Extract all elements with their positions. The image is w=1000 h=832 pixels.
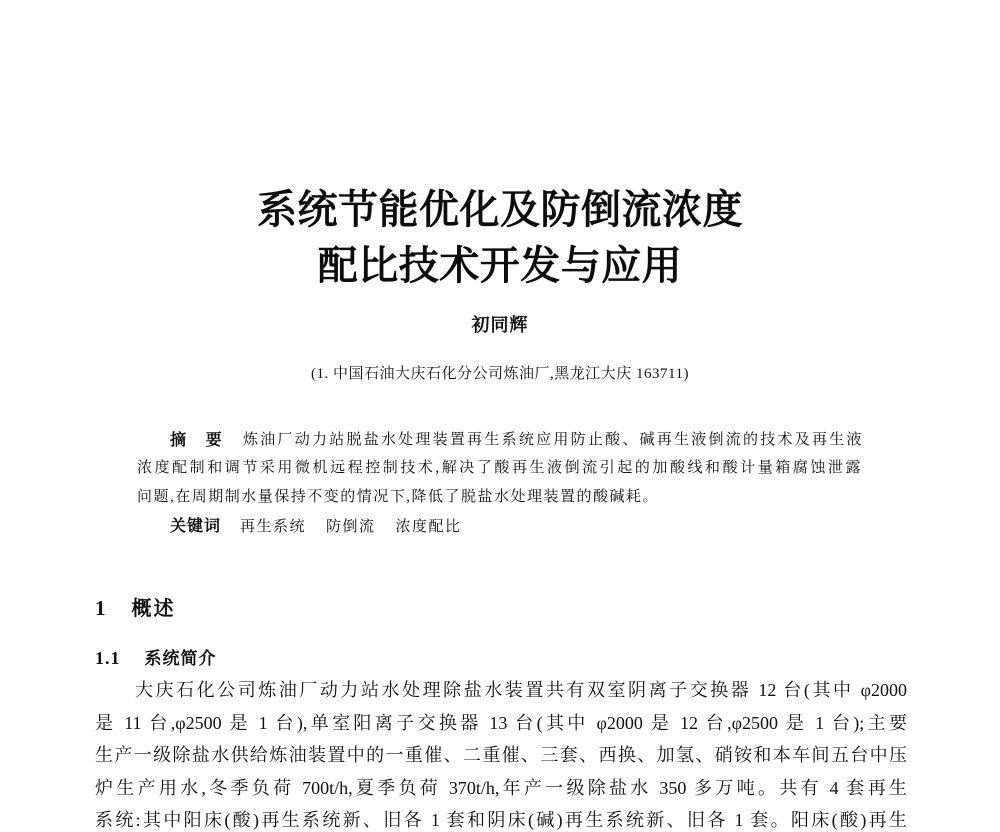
- paper-title-line-2: 配比技术开发与应用: [317, 243, 683, 289]
- abstract-line: 问题,在周期制水量保持不变的情况下,降低了脱盐水处理装置的酸碱耗。: [137, 489, 660, 505]
- section-number: 1: [95, 596, 106, 620]
- body-text-line: 炉生产用水,冬季负荷 700t/h,夏季负荷 370t/h,年产一级除盐水 350 多万吨。共有 4 套再生: [95, 778, 907, 798]
- author-affiliation: (1. 中国石油大庆石化分公司炼油厂,黑龙江大庆 163711): [311, 366, 689, 382]
- subsection-number: 1.1: [95, 648, 121, 668]
- body-text-line: 大庆石化公司炼油厂动力站水处理除盐水装置共有双室阴离子交换器 12 台(其中 φ2000: [135, 680, 907, 700]
- author-name: 初同辉: [471, 315, 529, 336]
- keywords-label: 关键词: [170, 516, 222, 535]
- subsection-title: 系统简介: [144, 649, 217, 669]
- body-text-line: 是 11 台,φ2500 是 1 台),单室阳离子交换器 13 台(其中 φ2000 是 12 台,φ2500 是 1 台);主要: [95, 713, 907, 733]
- keyword-item: 防倒流: [326, 519, 376, 535]
- section-heading: [95, 595, 176, 621]
- abstract-line: 浓度配制和调节采用微机远程控制技术,解决了酸再生液倒流引起的加酸线和酸计量箱腐蚀泄露: [137, 460, 862, 476]
- keyword-item: 再生系统: [240, 519, 307, 535]
- keyword-item: 浓度配比: [395, 519, 462, 535]
- body-text-line: 生产一级除盐水供给炼油装置中的一重催、二重催、三套、西换、加氢、硝铵和本车间五台中压: [95, 745, 907, 765]
- paper-title-line-1: 系统节能优化及防倒流浓度: [257, 187, 743, 233]
- body-text-line: 系统:其中阳床(酸)再生系统新、旧各 1 套和阴床(碱)再生系统新、旧各 1 套。阳床(酸)再生: [95, 810, 907, 830]
- abstract-line: 炼油厂动力站脱盐水处理装置再生系统应用防止酸、碱再生液倒流的技术及再生液: [243, 432, 863, 448]
- section-title: 概述: [131, 596, 176, 620]
- abstract-label: 摘 要: [170, 430, 222, 449]
- subsection-heading: [95, 646, 217, 671]
